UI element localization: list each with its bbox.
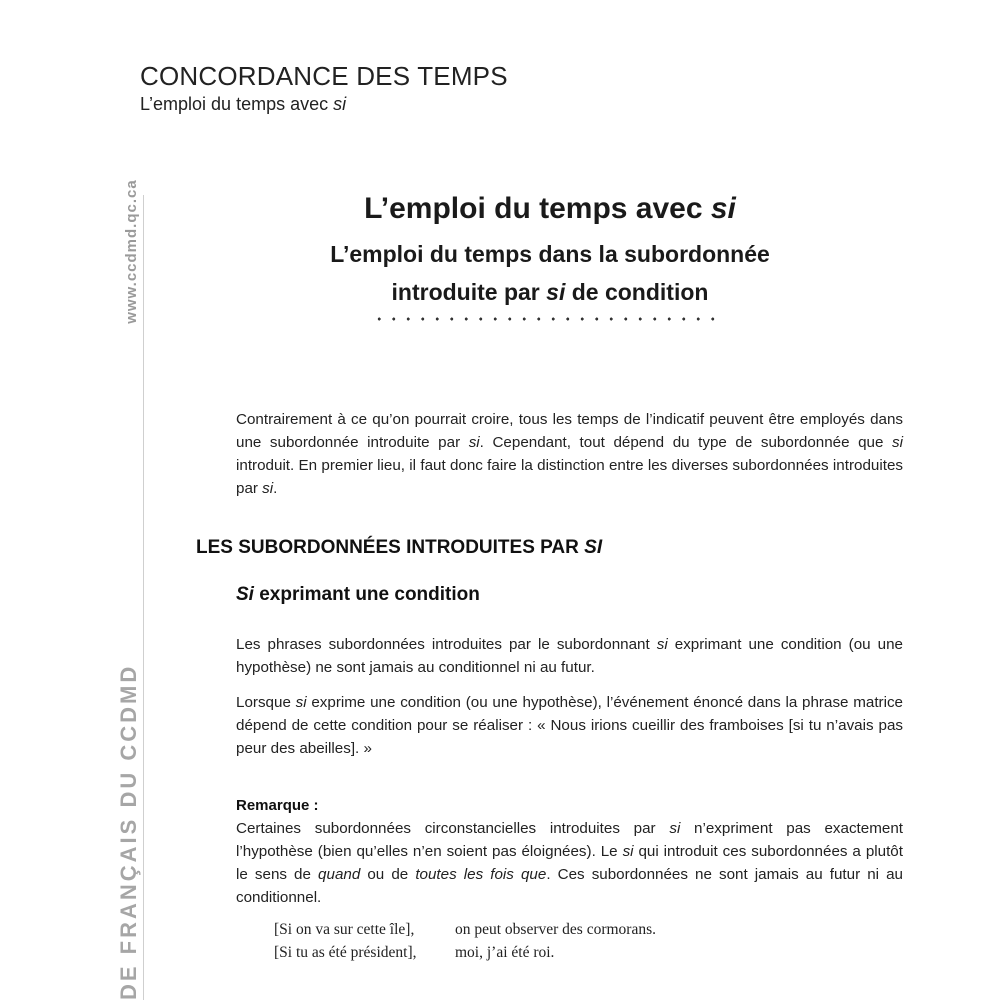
intro-emph-2: si [892, 434, 903, 451]
remark-emph-2: si [622, 843, 634, 860]
header-title: CONCORDANCE DES TEMPS [140, 61, 508, 91]
example-main: on peut observer des cormorans. [455, 921, 657, 938]
remark-emph-3: quand [318, 866, 361, 883]
dotted-separator [372, 316, 724, 322]
example-main: moi, j’ai été roi. [455, 944, 555, 961]
remark-text-1: Certaines subordonnées circonstancielles introduites par [236, 820, 670, 837]
intro-paragraph [236, 408, 903, 500]
header-subtitle [140, 92, 508, 116]
section-heading-text: LES SUBORDONNÉES INTRODUITES PAR [196, 537, 585, 558]
examples-block [274, 918, 656, 964]
sidebar-brand: DE FRANÇAIS DU CCDMD [116, 663, 141, 1000]
intro-emph-3: si [262, 480, 274, 497]
subsection-heading [236, 584, 480, 606]
page-subtitle-line-2 [160, 274, 940, 310]
intro-emph-1: si [468, 434, 480, 451]
condition-paragraph-2 [236, 691, 903, 760]
intro-text-4: . [273, 480, 278, 497]
remark-text-5: . Ces subordonnées ne sont jamais au futur ni au conditionnel. [236, 866, 903, 906]
cond1-emph-1: si [656, 636, 668, 653]
section-heading-emph: SI [584, 537, 603, 558]
sidebar-url: www.ccdmd.qc.ca [123, 179, 140, 324]
cond1-text-2: exprimant une condition (ou une hypothèse) ne sont jamais au conditionnel ni au futur. [236, 636, 903, 676]
example-row [274, 941, 656, 964]
sidebar-divider [143, 195, 144, 1000]
remark-paragraph [236, 817, 903, 909]
sidebar-vertical-text [116, 179, 142, 1000]
page-title-text: L’emploi du temps avec [364, 192, 711, 225]
remark-text-4: ou de [360, 866, 416, 883]
example-row [274, 918, 656, 941]
subtitle-line2-prefix: introduite par [391, 279, 547, 305]
subtitle-line2-suffix: de condition [565, 279, 709, 305]
intro-text-1: Contrairement à ce qu’on pourrait croire, tous les temps de l’indicatif peuvent être employés dans une subordonnée introduite par [236, 411, 903, 451]
section-heading [196, 537, 602, 559]
remark-emph-4: toutes les fois que [415, 866, 547, 883]
intro-text-3: introduit. En premier lieu, il faut donc faire la distinction entre les diverses subordonnées introduites par [236, 457, 903, 497]
example-condition: [Si on va sur cette île], [274, 921, 415, 938]
subsection-heading-text: exprimant une condition [253, 584, 480, 605]
subtitle-line2-emph: si [546, 279, 566, 305]
subsection-heading-emph: Si [236, 584, 254, 605]
condition-paragraph-1 [236, 633, 903, 679]
page-title [160, 192, 940, 226]
remark-label: Remarque : [236, 797, 319, 814]
header-subtitle-text: L’emploi du temps avec [140, 94, 334, 114]
example-condition: [Si tu as été président], [274, 944, 417, 961]
remark-text-2: n’expriment pas exactement l’hypothèse (bien qu’elles n’en soient pas éloignées). Le [236, 820, 903, 860]
cond1-text-1: Les phrases subordonnées introduites par le subordonnant [236, 636, 657, 653]
cond2-emph-1: si [295, 694, 307, 711]
header-subtitle-emph: si [333, 94, 347, 114]
running-header [140, 60, 508, 116]
cond2-text-1: Lorsque [236, 694, 296, 711]
remark-text-3: qui introduit ces subordonnées a plutôt le sens de [236, 843, 903, 883]
intro-text-2: . Cependant, tout dépend du type de subordonnée que [479, 434, 893, 451]
page-subtitle-line-1: L’emploi du temps dans la subordonnée [330, 241, 770, 267]
page-title-emph: si [710, 192, 736, 225]
remark-emph-1: si [669, 820, 681, 837]
cond2-text-2: exprime une condition (ou une hypothèse), l’événement énoncé dans la phrase matrice dépend de cette condition pour se réaliser : « Nous irions cueillir des framboises [si tu n’avais pas peur des abeilles]. » [236, 694, 904, 757]
